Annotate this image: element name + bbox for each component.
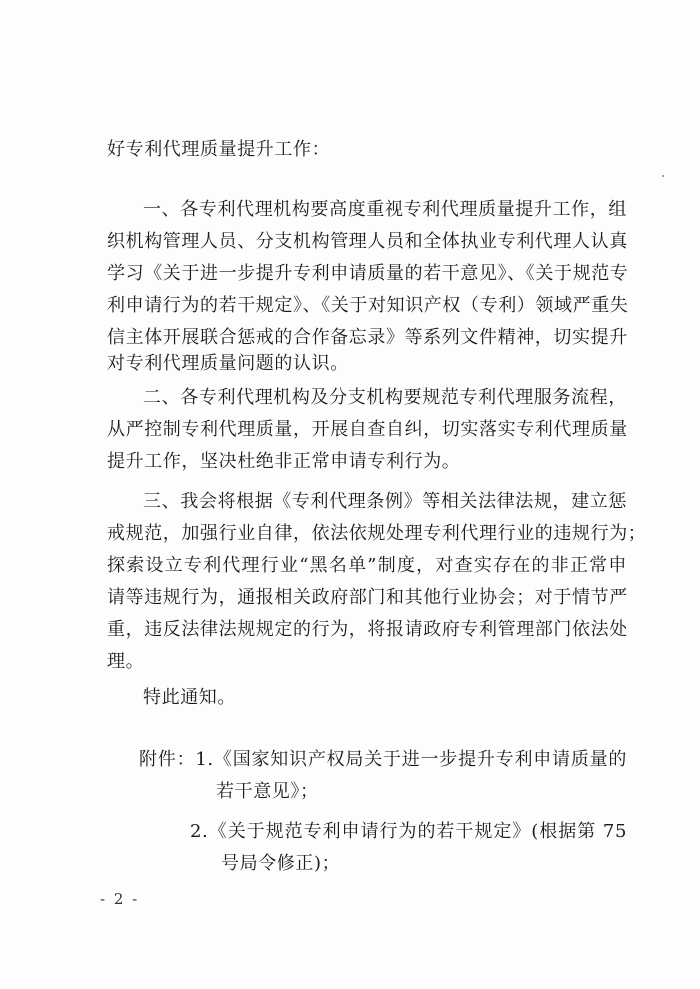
text-line: 好专利代理质量提升工作： (107, 139, 331, 160)
text-line: 戒规范，加强行业自律，依法依规处理专利代理行业的违规行为； (107, 523, 647, 544)
scan-speck (662, 175, 664, 177)
page-number: - 2 - (100, 890, 140, 908)
text-line: 特此通知。 (143, 687, 236, 708)
text-line: 从严控制专利代理质量，开展自查自纠，切实落实专利代理质量 (107, 419, 628, 440)
text-line: 重，违反法律法规规定的行为，将报请政府专利管理部门依法处 (107, 619, 628, 640)
text-line: 提升工作，坚决杜绝非正常申请专利行为。 (107, 451, 461, 472)
text-line: 信主体开展联合惩戒的合作备忘录》等系列文件精神，切实提升 (107, 327, 628, 348)
text-line: 理。 (107, 651, 145, 672)
text-line: 学习《关于进一步提升专利申请质量的若干意见》、《关于规范专 (107, 263, 629, 284)
text-line: 请等违规行为，通报相关政府部门和其他行业协会；对于情节严 (107, 587, 628, 608)
text-line: 一、各专利代理机构要高度重视专利代理质量提升工作，组 (143, 199, 627, 220)
text-line: 利申请行为的若干规定》、《关于对知识产权（专利）领域严重失 (107, 295, 629, 316)
text-line: 对专利代理质量问题的认识。 (107, 353, 349, 374)
text-line: 织机构管理人员、分支机构管理人员和全体执业专利代理人认真 (107, 231, 628, 252)
text-line: 探索设立专利代理行业“黑名单”制度，对查实存在的非正常申 (107, 555, 627, 576)
attachment-line: 号局令修正)； (221, 853, 341, 874)
text-line: 二、各专利代理机构及分支机构要规范专利代理服务流程， (143, 387, 627, 408)
attachment-line: 附件：1.《国家知识产权局关于进一步提升专利申请质量的 (139, 749, 627, 770)
attachment-line: 若干意见》； (216, 781, 319, 802)
text-line: 三、我会将根据《专利代理条例》等相关法律法规，建立惩 (143, 491, 627, 512)
attachment-line: 2.《关于规范专利申请行为的若干规定》(根据第 75 (190, 821, 627, 842)
